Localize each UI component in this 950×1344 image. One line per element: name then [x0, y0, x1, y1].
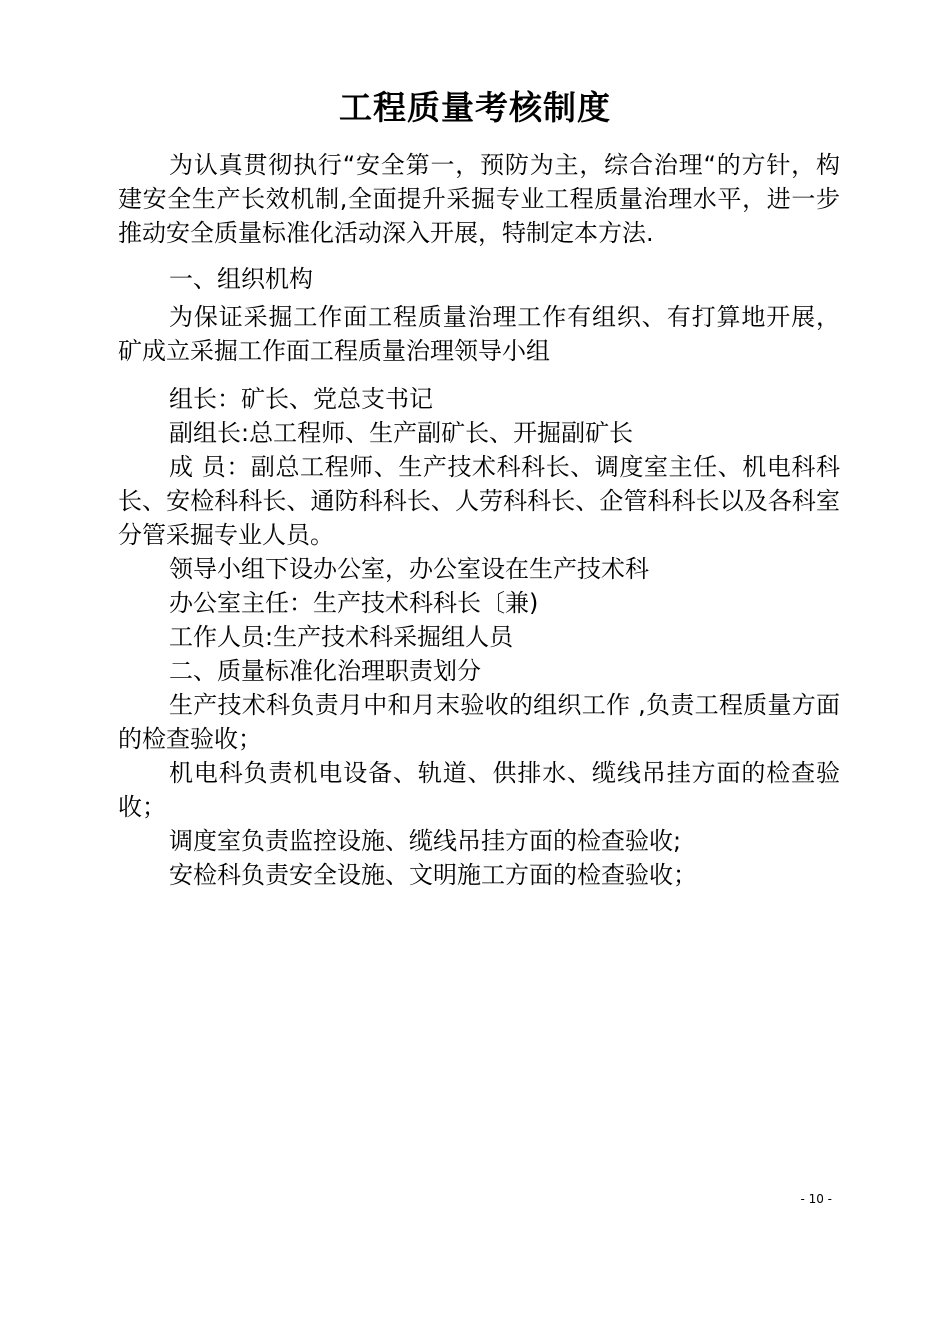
section-heading-organization: 一、组织机构 [169, 265, 313, 293]
paragraph-members: 成 员：副总工程师、生产技术科科长、调度室主任、机电科科长、安检科科长、通防科科长、人劳科科长、企管科科长以及各科室分管采掘专业人员。 [118, 453, 840, 549]
paragraph-deputy-leader: 副组长:总工程师、生产副矿长、开掘副矿长 [169, 419, 634, 447]
paragraph-safety-inspection: 安检科负责安全设施、文明施工方面的检查验收； [169, 861, 697, 889]
section-heading-responsibilities: 二、质量标准化治理职责划分 [169, 657, 481, 685]
paragraph-office: 领导小组下设办公室，办公室设在生产技术科 [169, 555, 649, 583]
paragraph-leader: 组长：矿长、党总支书记 [169, 385, 433, 413]
paragraph-production-tech: 生产技术科负责月中和月末验收的组织工作 ,负责工程质量方面的检查验收； [118, 691, 840, 753]
document-body [118, 148, 840, 892]
paragraph-electromechanical: 机电科负责机电设备、轨道、供排水、缆线吊挂方面的检查验收； [118, 759, 840, 821]
paragraph-organization: 为保证采掘工作面工程质量治理工作有组织、有打算地开展，矿成立采掘工作面工程质量治理领导小组 [118, 303, 840, 365]
document-title: 工程质量考核制度 [339, 88, 611, 127]
page-number: - 10 - [800, 1192, 832, 1206]
paragraph-staff: 工作人员:生产技术科采掘组人员 [169, 623, 514, 651]
paragraph-dispatch: 调度室负责监控设施、缆线吊挂方面的检查验收; [169, 827, 682, 855]
paragraph-office-director: 办公室主任：生产技术科科长〔兼) [169, 589, 539, 617]
paragraph-intro: 为认真贯彻执行“安全第一，预防为主，综合治理“的方针，构建安全生产长效机制,全面提升采掘专业工程质量治理水平，进一步推动安全质量标准化活动深入开展，特制定本方法. [118, 151, 840, 247]
